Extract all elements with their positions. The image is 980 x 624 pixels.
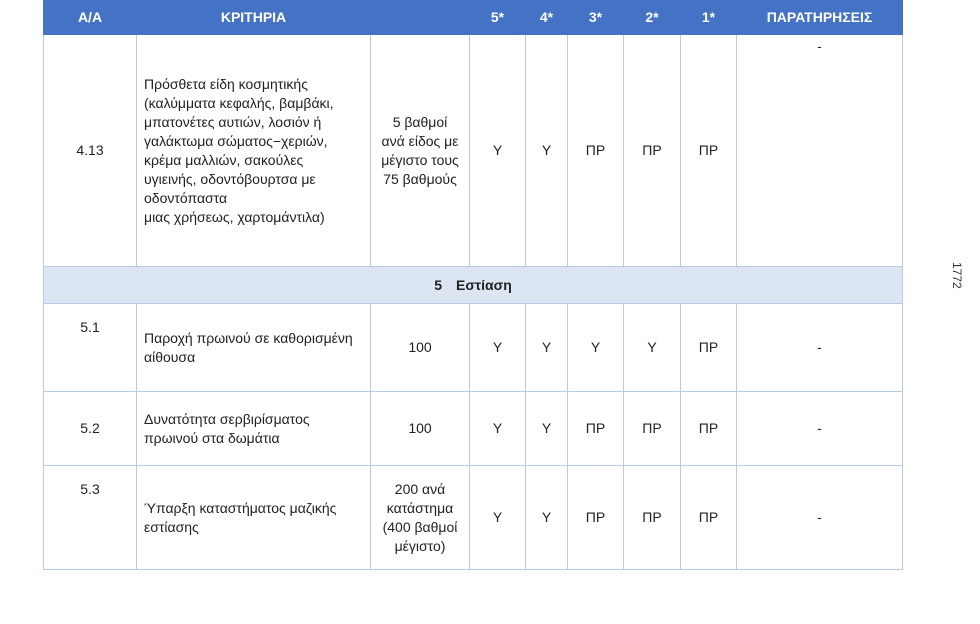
points-line: μέγιστο τους <box>381 151 459 168</box>
header-3-star: 3* <box>568 1 624 35</box>
header-row <box>44 1 903 35</box>
row-remarks: - <box>737 466 903 570</box>
section-number: 5 <box>434 276 442 293</box>
points-line: 100 <box>408 420 432 436</box>
row-2-star: ΠΡ <box>624 466 681 570</box>
row-points <box>371 392 470 466</box>
points-line: 5 βαθμοί <box>392 113 448 130</box>
points-line: 100 <box>408 339 432 355</box>
row-criteria <box>137 392 371 466</box>
row-4-star: Υ <box>526 304 568 392</box>
table-row <box>44 35 903 267</box>
row-4-star: Υ <box>526 466 568 570</box>
row-1-star: ΠΡ <box>681 304 737 392</box>
row-criteria <box>137 466 371 570</box>
criteria-line: Δυνατότητα σερβιρίσματος <box>144 410 310 427</box>
row-3-star: ΠΡ <box>568 392 624 466</box>
criteria-line: κρέμα μαλλιών, σακούλες <box>144 151 304 168</box>
criteria-line: γαλάκτωμα σώματος−χεριών, <box>144 132 328 149</box>
row-remarks: - <box>737 392 903 466</box>
row-aa: 4.13 <box>44 35 137 267</box>
points-line: (400 βαθμοί <box>382 518 458 535</box>
row-5-star: Υ <box>470 304 526 392</box>
row-aa: 5.2 <box>44 392 137 466</box>
row-points <box>371 35 470 267</box>
header-4-star: 4* <box>526 1 568 35</box>
header-1-star: 1* <box>681 1 737 35</box>
criteria-line: (καλύμματα κεφαλής, βαμβάκι, <box>144 94 334 111</box>
row-aa: 5.1 <box>44 304 137 392</box>
section-heading <box>44 267 903 304</box>
row-1-star: ΠΡ <box>681 35 737 267</box>
criteria-line: Πρόσθετα είδη κοσμητικής <box>144 75 308 92</box>
row-aa: 5.3 <box>44 466 137 570</box>
points-line: ανά είδος με <box>381 132 459 149</box>
points-line: κατάστημα <box>386 499 454 516</box>
row-5-star: Υ <box>470 35 526 267</box>
section-row <box>44 267 903 304</box>
criteria-line: εστίασης <box>144 518 199 535</box>
criteria-line: υγιεινής, οδοντόβουρτσα με <box>144 170 316 187</box>
row-4-star: Υ <box>526 35 568 267</box>
header-aa: Α/Α <box>44 1 137 35</box>
row-3-star: ΠΡ <box>568 35 624 267</box>
header-points <box>371 1 470 35</box>
header-2-star: 2* <box>624 1 681 35</box>
row-2-star: ΠΡ <box>624 392 681 466</box>
points-line: μέγιστο) <box>394 537 446 554</box>
row-5-star: Υ <box>470 466 526 570</box>
row-2-star: Υ <box>624 304 681 392</box>
table-row <box>44 392 903 466</box>
criteria-line: Παροχή πρωινού σε καθορισμένη <box>144 329 353 346</box>
points-line: 200 ανά <box>394 480 446 497</box>
row-2-star: ΠΡ <box>624 35 681 267</box>
table-row <box>44 304 903 392</box>
criteria-line: αίθουσα <box>144 348 196 365</box>
header-5-star: 5* <box>470 1 526 35</box>
page-number: 1772 <box>950 262 964 289</box>
header-criteria: ΚΡΙΤΗΡΙΑ <box>137 1 371 35</box>
row-points <box>371 466 470 570</box>
criteria-line: οδοντόπαστα <box>144 189 228 206</box>
row-points <box>371 304 470 392</box>
criteria-line: μπατονέτες αυτιών, λοσιόν ή <box>144 113 322 130</box>
criteria-line: μιας χρήσεως, χαρτομάντιλα) <box>144 208 325 225</box>
table-row <box>44 466 903 570</box>
row-3-star: Υ <box>568 304 624 392</box>
row-criteria <box>137 35 371 267</box>
section-title: Εστίαση <box>456 276 512 293</box>
row-1-star: ΠΡ <box>681 392 737 466</box>
header-remarks: ΠΑΡΑΤΗΡΗΣΕΙΣ <box>737 1 903 35</box>
points-line: 75 βαθμούς <box>383 170 457 187</box>
criteria-line: πρωινού στα δωμάτια <box>144 429 280 446</box>
row-remarks: - <box>737 304 903 392</box>
criteria-line: Ύπαρξη καταστήματος μαζικής <box>144 499 337 516</box>
row-criteria <box>137 304 371 392</box>
row-3-star: ΠΡ <box>568 466 624 570</box>
row-1-star: ΠΡ <box>681 466 737 570</box>
row-5-star: Υ <box>470 392 526 466</box>
criteria-table <box>43 0 903 570</box>
row-remarks: - <box>737 35 903 267</box>
row-4-star: Υ <box>526 392 568 466</box>
